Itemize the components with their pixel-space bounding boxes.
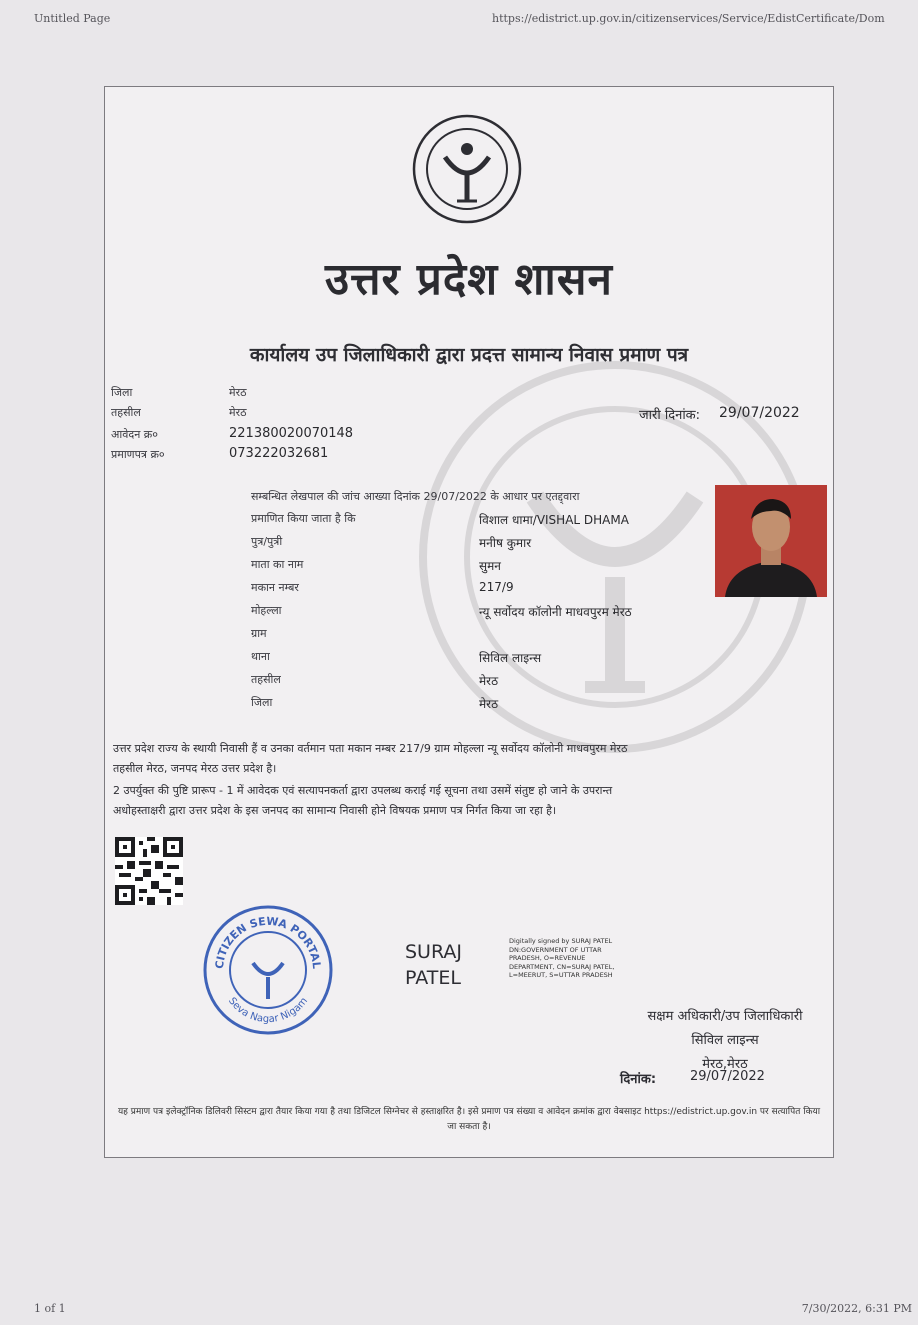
citizen-sewa-portal-seal	[201, 903, 335, 1037]
detail-label-police-station: थाना	[251, 650, 270, 663]
residence-paragraph-line-2: तहसील मेरठ, जनपद मेरठ उत्तर प्रदेश है।	[113, 762, 277, 775]
print-header-title: Untitled Page	[34, 12, 111, 25]
certificate-footer-note: यह प्रमाण पत्र इलेक्ट्रॉनिक डिलिवरी सिस्टम द्वारा तैयार किया गया है तथा डिजिटल सिग्नेचर से हस्ताक्षरित है। इसे प्रमाण पत्र संख्या व आवेदन क्रमांक द्वारा वेबसाइट https://edistrict.up.gov.in पर सत्यापित किया जा सकता है।	[117, 1107, 821, 1132]
signature-date-label: दिनांक:	[620, 1072, 657, 1087]
issue-date-label: जारी दिनांक:	[639, 408, 701, 423]
field-label-application-no: आवेदन क्र०	[111, 428, 158, 441]
signing-authority-line-2: सिविल लाइन्स	[691, 1033, 759, 1048]
field-value-district: मेरठ	[229, 386, 247, 399]
qr-code	[115, 837, 183, 905]
detail-value-tehsil: मेरठ	[479, 674, 499, 688]
certificate-heading: उत्तर प्रदेश शासन	[325, 254, 613, 305]
detail-label-locality: मोहल्ला	[251, 604, 282, 617]
signing-authority	[625, 1005, 825, 1077]
detail-value-police-station: सिविल लाइन्स	[479, 651, 542, 665]
detail-value-parent: मनीष कुमार	[479, 536, 532, 550]
signing-authority-line-1: सक्षम अधिकारी/उप जिलाधिकारी	[647, 1009, 803, 1024]
field-label-tehsil: तहसील	[111, 406, 141, 419]
certificate-page	[104, 86, 834, 1158]
residence-paragraph-line-1: उत्तर प्रदेश राज्य के स्थायी निवासी हैं व उनका वर्तमान पता मकान नम्बर 217/9 ग्राम मोहल्ला न्यू सर्वोदय कॉलोनी माधवपुरम मेरठ	[113, 742, 628, 755]
digital-signature-details: Digitally signed by SURAJ PATEL DN:GOVERNMENT OF UTTAR PRADESH, O=REVENUE DEPARTMENT, CN=SURAJ PATEL, L=MEERUT, S=UTTAR PRADESH	[509, 937, 615, 979]
intro-line-2: प्रमाणित किया जाता है कि	[251, 512, 356, 525]
detail-value-house-no: 217/9	[479, 580, 514, 594]
detail-label-house-no: मकान नम्बर	[251, 581, 299, 594]
detail-label-parent: पुत्र/पुत्री	[251, 535, 283, 548]
detail-value-mother: सुमन	[479, 559, 501, 573]
up-government-emblem	[411, 113, 523, 225]
svg-text:Seva Nagar Nigam	[226, 996, 310, 1026]
detail-label-mother: माता का नाम	[251, 558, 304, 571]
verification-paragraph-line-2: अधोहस्ताक्षरी द्वारा उत्तर प्रदेश के इस जनपद का सामान्य निवासी होने विषयक प्रमाण पत्र निर्गत किया जा रहा है।	[113, 804, 557, 817]
detail-value-district: मेरठ	[479, 697, 499, 711]
detail-label-village: ग्राम	[251, 627, 267, 640]
signature-date-value: 29/07/2022	[690, 1069, 765, 1084]
svg-text:CITIZEN SEWA PORTAL	[213, 915, 323, 970]
signing-authority-line-3: मेरठ,मेरठ	[702, 1057, 748, 1072]
detail-value-locality: न्यू सर्वोदय कॉलोनी माधवपुरम मेरठ	[479, 605, 632, 619]
field-label-certificate-no: प्रमाणपत्र क्र०	[111, 448, 165, 461]
signer-name-line-2: PATEL	[405, 967, 461, 989]
intro-line-1: सम्बन्धित लेखपाल की जांच आख्या दिनांक 29/07/2022 के आधार पर एतद्द्वारा	[251, 490, 580, 503]
detail-label-district: जिला	[251, 696, 273, 709]
issue-date-value: 29/07/2022	[719, 405, 800, 421]
field-label-district: जिला	[111, 386, 133, 399]
print-footer-page-count: 1 of 1	[34, 1302, 66, 1315]
verification-paragraph-line-1: 2 उपर्युक्त की पुष्टि प्रारूप - 1 में आवेदक एवं सत्यापनकर्ता द्वारा उपलब्ध कराई गई सूचना तथा उसमें संतुष्ट हो जाने के उपरान्त	[113, 784, 613, 797]
signer-name-line-1: SURAJ	[405, 941, 462, 963]
certificate-subheading: कार्यालय उप जिलाधिकारी द्वारा प्रदत्त सामान्य निवास प्रमाण पत्र	[249, 344, 689, 366]
detail-value-name: विशाल धामा/VISHAL DHAMA	[479, 513, 629, 527]
field-value-tehsil: मेरठ	[229, 406, 247, 419]
print-footer-datetime: 7/30/2022, 6:31 PM	[801, 1302, 912, 1315]
applicant-photo	[715, 485, 827, 597]
detail-label-tehsil: तहसील	[251, 673, 281, 686]
field-value-certificate-no: 073222032681	[229, 446, 329, 461]
seal-top-text: CITIZEN SEWA PORTAL	[212, 914, 324, 970]
print-header-url: https://edistrict.up.gov.in/citizenservices/Service/EdistCertificate/Dom	[492, 12, 885, 25]
field-value-application-no: 221380020070148	[229, 426, 354, 441]
signer-name	[405, 939, 462, 991]
seal-bottom-text: Seva Nagar Nigam	[225, 995, 311, 1026]
